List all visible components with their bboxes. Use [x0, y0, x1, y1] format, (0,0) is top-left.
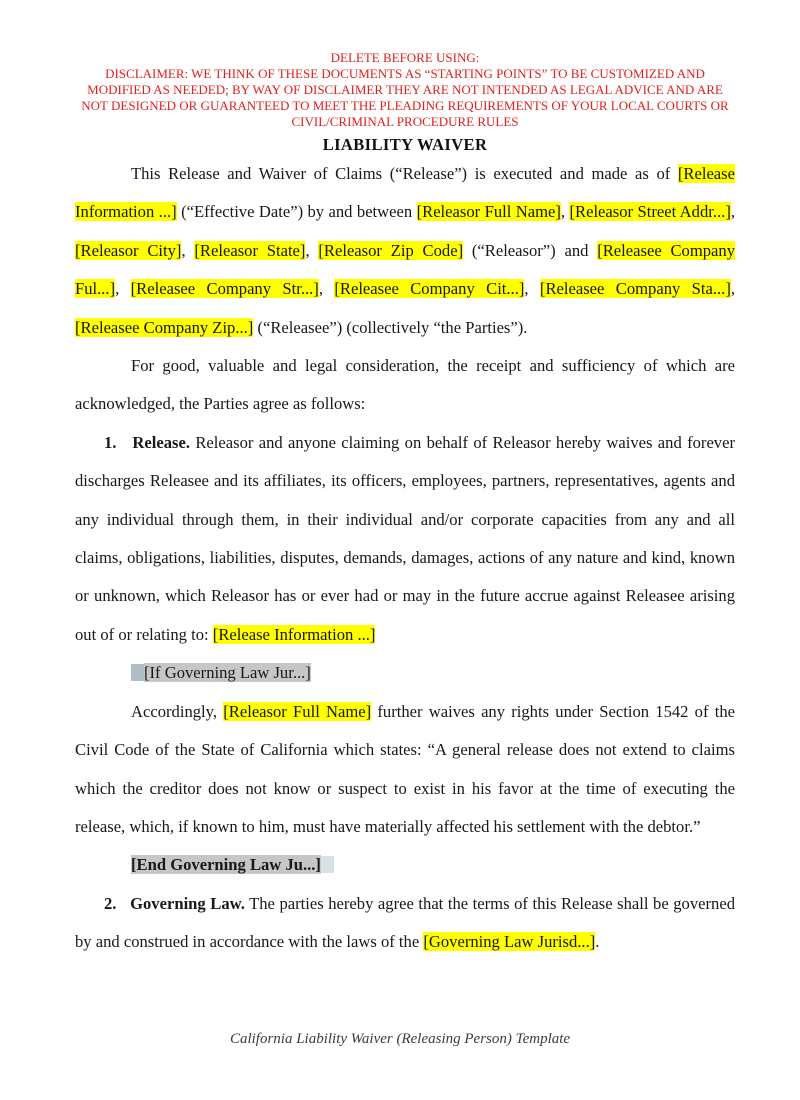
placeholder-field[interactable]: [If Governing Law Jur...]: [144, 663, 311, 683]
text-run: LIABILITY WAIVER: [322, 135, 488, 154]
section-1-release: [75, 424, 735, 654]
text-run: ,: [524, 279, 540, 299]
text-run: ,: [318, 279, 335, 299]
text-run: (“Releasee”) (collectively “the Parties”).: [253, 317, 528, 337]
text-run: Accordingly,: [131, 701, 224, 721]
content-control-handle-left[interactable]: [131, 664, 144, 681]
disclaimer-notice: [75, 66, 735, 130]
text-run: ,: [730, 202, 735, 222]
text-run: For good, valuable and legal consideration, the receipt and sufficiency of which are acknowledged, the Parties agree as follows:: [75, 356, 735, 414]
intro-paragraph: [75, 155, 735, 347]
text-run: further waives any rights under Section 1542 of the Civil Code of the State of California which states: “A general release does not extend to claims which the creditor does not know or suspect to exist in his favor at the time of executing the release, which, if known to him, must have materially affected his settlement with the debtor.”: [75, 701, 735, 836]
text-run: The parties hereby agree that the terms of this Release shall be governed by and construed in accordance with the laws of the: [75, 893, 735, 952]
placeholder-field[interactable]: [Governing Law Jurisd...]: [423, 932, 596, 952]
placeholder-field[interactable]: [Releasor State]: [194, 240, 306, 260]
footer-title: California Liability Waiver (Releasing Person) Template: [229, 1031, 571, 1047]
text-run: (“Effective Date”) by and between: [176, 202, 417, 222]
placeholder-field[interactable]: [Releasor City]: [75, 240, 182, 260]
text-run: ,: [115, 279, 131, 299]
end-governing-law-tag: [75, 846, 735, 884]
text-run: ,: [305, 240, 319, 260]
placeholder-field[interactable]: [Releasor Zip Code]: [318, 240, 464, 260]
text-run: 2. Governing Law.: [104, 893, 245, 913]
if-governing-law-tag: [75, 654, 735, 692]
text-run: Releasor and anyone claiming on behalf of Releasor hereby waives and forever discharges Releasee and its affiliates, its officers, employees, partners, representatives, agents and any individual through them, in their individual and/or corporate capacities from any and all claims, obligations, liabilities, disputes, demands, damages, actions of any nature and kind, known or unknown, which Releasor has or ever had or may in the future accrue against Releasee arising out of or relating to:: [75, 432, 735, 644]
document-body: [75, 50, 735, 962]
placeholder-field[interactable]: [Releasee Company Str...]: [130, 279, 319, 299]
placeholder-field[interactable]: [Releasee Company Ful...]: [75, 240, 735, 299]
doc-title: [75, 135, 735, 155]
section-2-governing-law: [75, 885, 735, 962]
placeholder-field[interactable]: [Releasor Street Addr...]: [569, 202, 731, 222]
consideration-paragraph: [75, 347, 735, 424]
text-run: DISCLAIMER: WE THINK OF THESE DOCUMENTS AS “STARTING POINTS” TO BE CUSTOMIZED AND MODIFIED AS NEEDED; BY WAY OF DISCLAIMER THEY ARE NOT INTENDED AS LEGAL ADVICE AND ARE NOT DESIGNED OR GUARANTEED TO MEET THE PLEADING REQUIREMENTS OF YOUR LOCAL COURTS OR CIVIL/CRIMINAL PROCEDURE RULES: [81, 66, 729, 129]
text-run: .: [595, 932, 600, 952]
placeholder-field[interactable]: [Releasor Full Name]: [223, 701, 372, 721]
text-run: ,: [560, 202, 570, 222]
text-run: ,: [730, 279, 736, 299]
placeholder-field[interactable]: [Releasee Company Cit...]: [334, 279, 525, 299]
content-control-handle-right[interactable]: [321, 856, 334, 873]
placeholder-field[interactable]: [Release Information ...]: [212, 624, 376, 644]
text-run: 1. Release.: [104, 432, 191, 452]
placeholder-field[interactable]: [Releasee Company Zip...]: [75, 317, 254, 337]
text-run: ,: [181, 240, 195, 260]
text-run: (“Releasor”) and: [463, 240, 598, 260]
delete-notice: [75, 50, 735, 66]
placeholder-field[interactable]: [Releasor Full Name]: [416, 202, 561, 222]
section-1542-paragraph: [75, 693, 735, 847]
placeholder-field[interactable]: [Releasee Company Sta...]: [539, 279, 731, 299]
placeholder-field[interactable]: [End Governing Law Ju...]: [131, 855, 321, 875]
placeholder-field[interactable]: [Release Information ...]: [75, 164, 735, 222]
text-run: DELETE BEFORE USING:: [330, 50, 480, 65]
text-run: This Release and Waiver of Claims (“Release”) is executed and made as of: [131, 164, 678, 183]
